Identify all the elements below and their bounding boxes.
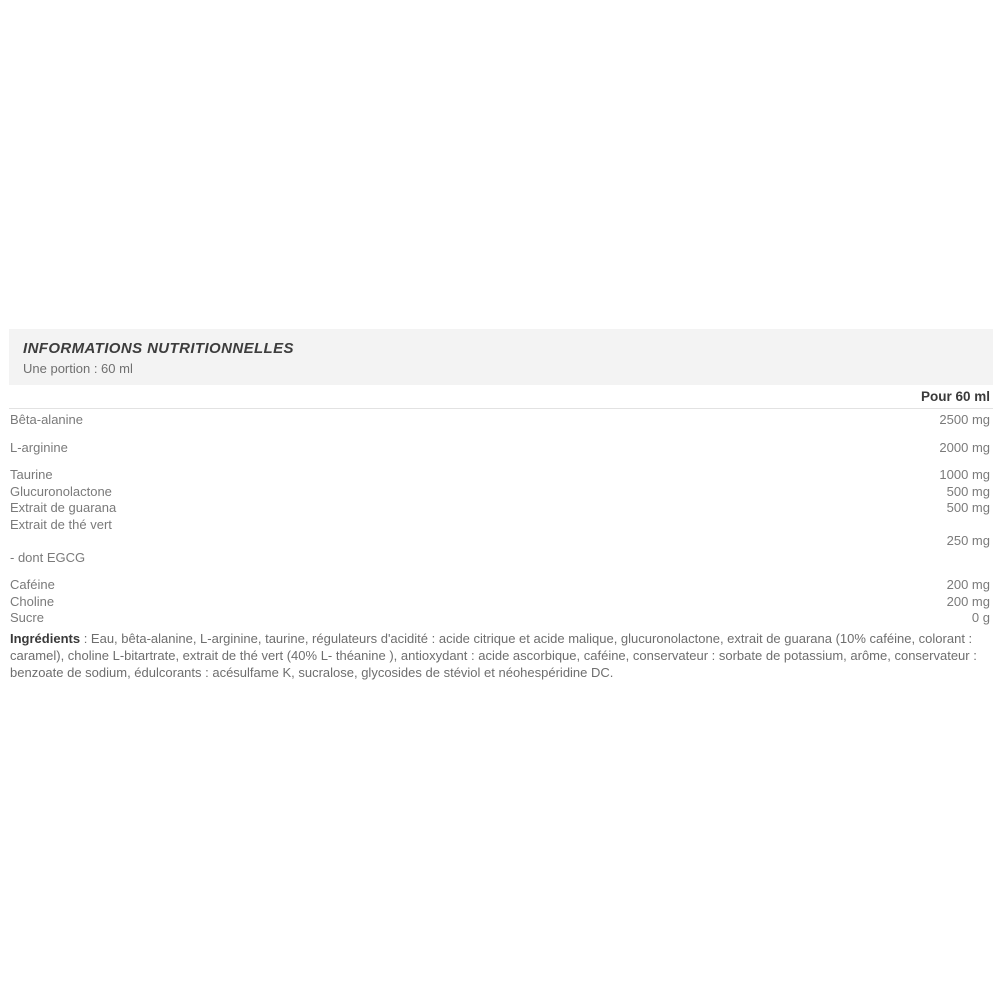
row-label: Extrait de thé vert [10,516,112,532]
row-label: Caféine [10,577,55,592]
row-label: Sucre [10,610,44,625]
row-label: Choline [10,593,55,609]
table-row [9,577,993,594]
table-row [9,594,993,611]
table-row [9,467,993,484]
row-value: 250 mg [946,533,990,548]
row-label: Bêta-alanine [10,412,83,427]
row-value: 2000 mg [939,439,990,455]
table-row [9,412,993,429]
row-value: 200 mg [946,593,990,609]
row-value: 200 mg [946,577,990,592]
page-title: INFORMATIONS NUTRITIONNELLES [23,340,294,357]
panel-header [9,329,993,385]
table-row [9,440,993,457]
table-row [9,550,993,567]
row-value: 500 mg [946,483,990,499]
ingredients-label: Ingrédients [10,630,81,646]
row-label: Glucuronolactone [10,483,112,499]
table-row [9,533,993,550]
table-row [9,500,993,517]
table-row [9,517,993,534]
row-label: Extrait de guarana [10,500,117,515]
row-value: 500 mg [946,500,990,515]
row-label: Taurine [10,467,53,482]
ingredients-text: : Eau, bêta-alanine, L-arginine, taurine, régulateurs d'acidité : acide citrique et acide malique, glucuronolactone, extrait de guarana (10% caféine, colorant : caramel), choline L-bitartrate, extrait de thé vert (40% L- théanine ), antioxydant : acide ascorbique, caféine, conservateur : sorbate de potassium, arôme, conservateur : benzoate de sodium, édulcorants : acésulfame K, sucralose, glycosides de stéviol et néohespéridine DC. [10,630,977,680]
row-value: 1000 mg [939,467,990,482]
row-value: 0 g [971,610,990,625]
nutrition-table [9,409,993,627]
table-row [9,484,993,501]
serving-size: Une portion : 60 ml [23,361,133,376]
table-row [9,610,993,627]
row-label: L-arginine [10,439,68,455]
row-value: 2500 mg [939,412,990,427]
nutrition-panel [9,329,993,681]
ingredients-paragraph [9,630,993,681]
column-header-pour-60ml: Pour 60 ml [9,387,993,409]
row-label: - dont EGCG [10,549,86,565]
